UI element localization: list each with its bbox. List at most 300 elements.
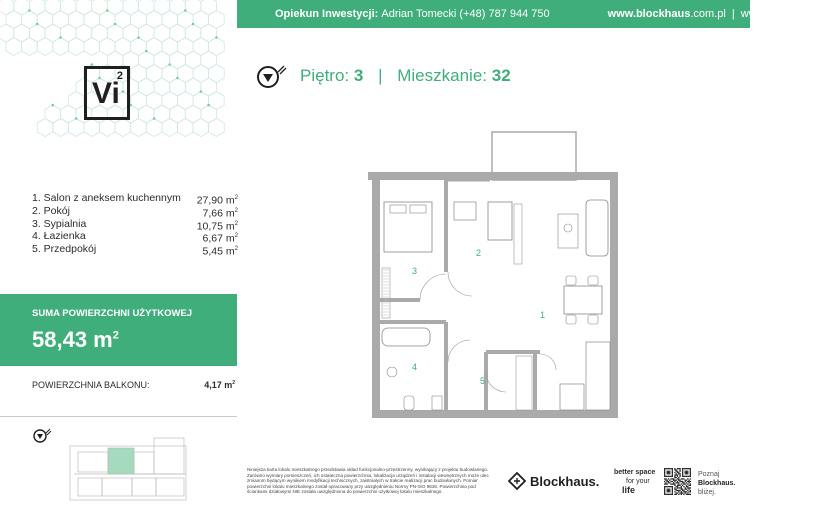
qr-cell bbox=[687, 476, 688, 477]
qr-cell bbox=[678, 491, 679, 492]
qr-cell bbox=[682, 490, 683, 491]
qr-cell bbox=[685, 480, 686, 481]
hexagon-decoration bbox=[61, 0, 77, 15]
qr-cell bbox=[673, 478, 674, 479]
hexagon-decoration bbox=[123, 0, 139, 15]
qr-cell bbox=[681, 491, 682, 492]
qr-cell bbox=[676, 473, 677, 474]
qr-cell bbox=[664, 494, 665, 495]
qr-cell bbox=[681, 486, 682, 487]
qr-cell bbox=[674, 469, 675, 470]
qr-cell bbox=[687, 494, 688, 495]
hexagon-dot-decoration bbox=[207, 104, 210, 107]
qr-cell bbox=[669, 490, 670, 491]
website-blockhaus-link[interactable]: www.blockhaus.com.pl bbox=[607, 8, 726, 20]
qr-cell bbox=[679, 487, 680, 488]
qr-cell bbox=[664, 490, 665, 491]
qr-cell bbox=[667, 490, 668, 491]
qr-cell bbox=[669, 480, 670, 481]
qr-cell bbox=[682, 471, 683, 472]
qr-cell bbox=[687, 471, 688, 472]
plan-label-room-3: 3 bbox=[412, 266, 418, 276]
qr-cell bbox=[686, 489, 687, 490]
balcony-area bbox=[32, 380, 235, 390]
hexagon-decoration bbox=[201, 0, 217, 15]
qr-cell bbox=[664, 486, 665, 487]
hexagon-decoration bbox=[139, 0, 155, 15]
hexagon-decoration bbox=[100, 119, 116, 137]
qr-cell bbox=[679, 490, 680, 491]
qr-cell bbox=[683, 486, 684, 487]
qr-cell bbox=[690, 474, 691, 475]
qr-cell bbox=[664, 489, 665, 490]
qr-cell bbox=[670, 494, 671, 495]
qr-cell bbox=[664, 471, 665, 472]
qr-cell bbox=[665, 478, 666, 479]
qr-cell bbox=[667, 473, 668, 474]
page-title: Piętro: 3 | Mieszkanie: 32 bbox=[300, 66, 511, 85]
qr-cell bbox=[669, 471, 670, 472]
hexagon-dot-decoration bbox=[106, 9, 109, 12]
qr-cell bbox=[688, 489, 689, 490]
qr-cell bbox=[682, 481, 683, 482]
qr-cell bbox=[685, 483, 686, 484]
qr-cell bbox=[679, 481, 680, 482]
qr-cell bbox=[674, 476, 675, 477]
qr-cell bbox=[687, 487, 688, 488]
floor-value: 3 bbox=[353, 66, 364, 85]
hexagon-dot-decoration bbox=[168, 63, 171, 66]
qr-cell bbox=[670, 483, 671, 484]
qr-cell bbox=[676, 477, 677, 478]
qr-cell bbox=[688, 481, 689, 482]
qr-cell bbox=[678, 487, 679, 488]
qr-cell bbox=[667, 486, 668, 487]
website-vi2-link[interactable]: www.vi2.com.pl bbox=[740, 8, 818, 20]
qr-cell bbox=[668, 478, 669, 479]
qr-code-icon[interactable] bbox=[664, 468, 691, 495]
hexagon-dot-decoration bbox=[28, 9, 31, 12]
plan-label-room-2: 2 bbox=[476, 248, 482, 258]
qr-cell bbox=[679, 474, 680, 475]
qr-cell bbox=[677, 486, 678, 487]
qr-cell bbox=[676, 469, 677, 470]
qr-cell bbox=[678, 480, 679, 481]
qr-cell bbox=[668, 472, 669, 473]
total-area-value: 58,43 $m^2$ bbox=[32, 327, 119, 352]
qr-cell bbox=[683, 490, 684, 491]
qr-cell bbox=[667, 481, 668, 482]
hexagon-decoration bbox=[68, 38, 84, 56]
qr-cell bbox=[672, 473, 673, 474]
qr-cell bbox=[686, 480, 687, 481]
qr-cell bbox=[676, 490, 677, 491]
hexagon-decoration bbox=[84, 119, 100, 137]
qr-cell bbox=[667, 471, 668, 472]
contact-bar bbox=[237, 0, 818, 28]
qr-cell bbox=[668, 471, 669, 472]
qr-cell bbox=[688, 485, 689, 486]
qr-cell bbox=[682, 489, 683, 490]
qr-cell bbox=[687, 478, 688, 479]
qr-cell bbox=[686, 471, 687, 472]
qr-cell bbox=[682, 476, 683, 477]
qr-cell bbox=[676, 471, 677, 472]
qr-cell bbox=[670, 481, 671, 482]
hexagon-dot-decoration bbox=[215, 36, 218, 39]
qr-cell bbox=[665, 494, 666, 495]
qr-cell bbox=[690, 494, 691, 495]
investor-label: Opiekun Inwestycji: bbox=[275, 8, 379, 20]
qr-cell bbox=[667, 491, 668, 492]
hexagon-decoration bbox=[22, 38, 38, 56]
qr-cell bbox=[665, 486, 666, 487]
qr-cell bbox=[672, 471, 673, 472]
qr-cell bbox=[683, 478, 684, 479]
qr-cell bbox=[668, 494, 669, 495]
qr-cell bbox=[664, 473, 665, 474]
balcony-label: POWIERZCHNIA BALKONU: bbox=[32, 380, 150, 390]
qr-cell bbox=[690, 485, 691, 486]
qr-cell bbox=[687, 486, 688, 487]
hexagon-decoration bbox=[84, 38, 100, 56]
qr-cell bbox=[690, 471, 691, 472]
hexagon-dot-decoration bbox=[200, 90, 203, 93]
hexagon-decoration bbox=[0, 0, 14, 15]
hexagon-dot-decoration bbox=[184, 9, 187, 12]
qr-cell bbox=[679, 492, 680, 493]
qr-cell bbox=[683, 483, 684, 484]
qr-cell bbox=[677, 471, 678, 472]
qr-cell bbox=[688, 494, 689, 495]
hexagon-decoration bbox=[6, 38, 22, 56]
qr-cell bbox=[664, 487, 665, 488]
hexagon-dot-decoration bbox=[145, 50, 148, 53]
qr-cell bbox=[687, 490, 688, 491]
qr-cell bbox=[676, 494, 677, 495]
qr-cell bbox=[688, 480, 689, 481]
hexagon-decoration bbox=[76, 0, 92, 15]
qr-cell bbox=[677, 482, 678, 483]
qr-cell bbox=[672, 476, 673, 477]
qr-cell bbox=[685, 476, 686, 477]
blockhaus-brand: Blockhaus. bbox=[508, 472, 599, 490]
qr-cell bbox=[668, 468, 669, 469]
qr-cell bbox=[682, 492, 683, 493]
qr-cell bbox=[672, 486, 673, 487]
qr-cell bbox=[685, 481, 686, 482]
qr-cell bbox=[664, 478, 665, 479]
qr-cell bbox=[685, 489, 686, 490]
hexagon-dot-decoration bbox=[176, 77, 179, 80]
qr-cell bbox=[669, 491, 670, 492]
qr-cell bbox=[686, 494, 687, 495]
vi2-logo: Vi 2 bbox=[84, 66, 130, 120]
qr-cell bbox=[672, 489, 673, 490]
qr-cell bbox=[664, 492, 665, 493]
qr-cell bbox=[674, 480, 675, 481]
qr-cell bbox=[665, 476, 666, 477]
hexagon-decoration bbox=[53, 119, 69, 137]
qr-cell bbox=[673, 480, 674, 481]
qr-cell bbox=[682, 474, 683, 475]
qr-cell bbox=[687, 483, 688, 484]
qr-cell bbox=[674, 489, 675, 490]
qr-cell bbox=[686, 473, 687, 474]
qr-cell bbox=[668, 489, 669, 490]
qr-cell bbox=[677, 472, 678, 473]
hexagon-dot-decoration bbox=[137, 36, 140, 39]
qr-cell bbox=[674, 481, 675, 482]
qr-cell bbox=[670, 476, 671, 477]
qr-cell bbox=[679, 469, 680, 470]
qr-cell bbox=[690, 483, 691, 484]
plan-label-room-1: 1 bbox=[540, 310, 546, 320]
floor-label: Piętro: bbox=[300, 66, 350, 85]
hexagon-dot-decoration bbox=[153, 117, 156, 120]
qr-cell bbox=[670, 468, 671, 469]
qr-cell bbox=[672, 474, 673, 475]
qr-cell bbox=[677, 485, 678, 486]
qr-cell bbox=[686, 491, 687, 492]
qr-cell bbox=[669, 476, 670, 477]
qr-cell bbox=[669, 482, 670, 483]
qr-cell bbox=[674, 483, 675, 484]
hexagon-decoration bbox=[37, 38, 53, 56]
qr-cell bbox=[676, 489, 677, 490]
hexagon-decoration bbox=[162, 119, 178, 137]
qr-cell bbox=[672, 491, 673, 492]
qr-cell bbox=[679, 476, 680, 477]
hexagon-decoration bbox=[193, 119, 209, 137]
north-compass-small-icon bbox=[32, 428, 54, 444]
qr-cell bbox=[667, 483, 668, 484]
floor-plan bbox=[360, 132, 620, 422]
qr-cell bbox=[669, 472, 670, 473]
qr-cell bbox=[664, 476, 665, 477]
qr-cell bbox=[688, 468, 689, 469]
qr-cell bbox=[679, 473, 680, 474]
flat-value: 32 bbox=[491, 66, 511, 85]
qr-cell bbox=[668, 476, 669, 477]
qr-cell bbox=[685, 491, 686, 492]
qr-cell bbox=[678, 468, 679, 469]
qr-cell bbox=[667, 468, 668, 469]
balcony-value: 4,17 $m^2$ bbox=[204, 380, 235, 390]
qr-cell bbox=[664, 472, 665, 473]
qr-cell bbox=[667, 480, 668, 481]
qr-cell bbox=[683, 491, 684, 492]
hexagon-decoration bbox=[92, 0, 108, 15]
room-row: 4. Łazienka 6,67 $m^2$ bbox=[32, 230, 238, 245]
qr-cell bbox=[664, 468, 665, 469]
qr-cell bbox=[681, 489, 682, 490]
qr-cell bbox=[677, 474, 678, 475]
qr-cell bbox=[677, 481, 678, 482]
qr-cell bbox=[678, 494, 679, 495]
divider-line bbox=[0, 416, 237, 417]
qr-cell bbox=[687, 492, 688, 493]
qr-cell bbox=[664, 491, 665, 492]
qr-cell bbox=[677, 468, 678, 469]
qr-cell bbox=[665, 468, 666, 469]
qr-cell bbox=[690, 478, 691, 479]
qr-cell bbox=[678, 482, 679, 483]
qr-cell bbox=[674, 468, 675, 469]
qr-cell bbox=[688, 487, 689, 488]
hexagon-decoration bbox=[14, 0, 30, 15]
room-row: 1. Salon z aneksem kuchennym 27,90 $m^2$ bbox=[32, 192, 238, 207]
qr-cell bbox=[676, 486, 677, 487]
qr-cell bbox=[687, 473, 688, 474]
qr-cell bbox=[669, 486, 670, 487]
qr-cell bbox=[674, 487, 675, 488]
hexagon-decoration bbox=[37, 119, 53, 137]
qr-cell bbox=[677, 487, 678, 488]
qr-cell bbox=[690, 476, 691, 477]
qr-cell bbox=[679, 471, 680, 472]
qr-cell bbox=[679, 485, 680, 486]
qr-cell bbox=[686, 486, 687, 487]
qr-cell bbox=[672, 481, 673, 482]
qr-cell bbox=[682, 478, 683, 479]
qr-cell bbox=[678, 485, 679, 486]
qr-cell bbox=[679, 480, 680, 481]
qr-cell bbox=[672, 472, 673, 473]
flat-label: Mieszkanie: bbox=[397, 66, 487, 85]
qr-cell bbox=[676, 482, 677, 483]
qr-cell bbox=[685, 468, 686, 469]
highlighted-flat bbox=[108, 448, 134, 474]
hexagon-dot-decoration bbox=[114, 23, 117, 26]
qr-cell bbox=[665, 483, 666, 484]
qr-cell bbox=[690, 491, 691, 492]
qr-cell bbox=[688, 476, 689, 477]
qr-cell bbox=[672, 468, 673, 469]
qr-cell bbox=[681, 483, 682, 484]
qr-cell bbox=[681, 487, 682, 488]
qr-cell bbox=[687, 468, 688, 469]
hexagon-decoration bbox=[178, 119, 194, 137]
qr-cell bbox=[683, 476, 684, 477]
hexagon-decoration bbox=[146, 119, 162, 137]
qr-cell bbox=[664, 481, 665, 482]
qr-cell bbox=[672, 483, 673, 484]
qr-cell bbox=[683, 494, 684, 495]
qr-cell bbox=[688, 491, 689, 492]
qr-cell bbox=[687, 472, 688, 473]
qr-cell bbox=[678, 483, 679, 484]
qr-cell bbox=[682, 485, 683, 486]
qr-cell bbox=[669, 473, 670, 474]
room-row: 3. Sypialnia 10,75 $m^2$ bbox=[32, 217, 238, 233]
qr-cell bbox=[682, 473, 683, 474]
qr-cell bbox=[672, 492, 673, 493]
qr-cell bbox=[686, 476, 687, 477]
qr-cell bbox=[685, 473, 686, 474]
qr-cell bbox=[674, 474, 675, 475]
slogan: better space for your life bbox=[614, 469, 656, 495]
qr-cell bbox=[674, 491, 675, 492]
qr-cell bbox=[690, 469, 691, 470]
qr-cell bbox=[683, 482, 684, 483]
qr-cell bbox=[685, 472, 686, 473]
qr-cell bbox=[665, 480, 666, 481]
qr-cell bbox=[672, 490, 673, 491]
qr-cell bbox=[665, 482, 666, 483]
qr-cell bbox=[668, 482, 669, 483]
qr-cell bbox=[681, 478, 682, 479]
qr-cell bbox=[679, 468, 680, 469]
qr-cell bbox=[678, 477, 679, 478]
qr-cell bbox=[674, 472, 675, 473]
qr-cell bbox=[681, 494, 682, 495]
qr-cell bbox=[673, 482, 674, 483]
hexagon-dot-decoration bbox=[36, 23, 39, 26]
hexagon-decoration bbox=[45, 0, 61, 15]
hexagon-dot-decoration bbox=[192, 23, 195, 26]
hexagon-decoration bbox=[154, 0, 170, 15]
qr-cell bbox=[690, 490, 691, 491]
qr-cell bbox=[677, 478, 678, 479]
qr-cell bbox=[664, 483, 665, 484]
plan-label-room-5: 5 bbox=[480, 376, 486, 386]
qr-cell bbox=[687, 481, 688, 482]
qr-cell bbox=[686, 482, 687, 483]
room-row: 2. Pokój 7,66 $m^2$ bbox=[32, 204, 238, 220]
qr-cell bbox=[681, 492, 682, 493]
qr-cell bbox=[688, 482, 689, 483]
qr-cell bbox=[676, 480, 677, 481]
qr-cell bbox=[667, 476, 668, 477]
qr-cell bbox=[678, 478, 679, 479]
qr-cell bbox=[690, 481, 691, 482]
qr-cell bbox=[669, 489, 670, 490]
qr-cell bbox=[686, 468, 687, 469]
room-row: 5. Przedpokój 5,45 $m^2$ bbox=[32, 243, 238, 258]
hexagon-decoration bbox=[131, 119, 147, 137]
qr-cell bbox=[683, 468, 684, 469]
qr-cell bbox=[682, 468, 683, 469]
hexagon-dot-decoration bbox=[59, 36, 62, 39]
qr-cell bbox=[674, 494, 675, 495]
qr-cell bbox=[664, 469, 665, 470]
qr-cell bbox=[667, 472, 668, 473]
hexagon-dot-decoration bbox=[51, 104, 54, 107]
qr-cell bbox=[667, 494, 668, 495]
hexagon-decoration bbox=[68, 119, 84, 137]
qr-cell bbox=[674, 485, 675, 486]
qr-cell bbox=[667, 489, 668, 490]
qr-cell bbox=[668, 491, 669, 492]
qr-cell bbox=[690, 473, 691, 474]
hexagon-decoration bbox=[209, 119, 225, 137]
qr-cell bbox=[670, 478, 671, 479]
qr-cell bbox=[672, 469, 673, 470]
qr-cell bbox=[668, 481, 669, 482]
qr-cell bbox=[677, 492, 678, 493]
blockhaus-logo-icon bbox=[508, 472, 526, 490]
hexagon-decoration bbox=[53, 38, 69, 56]
hexagon-dot-decoration bbox=[75, 117, 78, 120]
qr-cell bbox=[685, 492, 686, 493]
qr-cell bbox=[682, 472, 683, 473]
qr-cell bbox=[678, 490, 679, 491]
north-compass-icon bbox=[256, 64, 290, 90]
qr-cell bbox=[668, 490, 669, 491]
qr-cell bbox=[678, 472, 679, 473]
hexagon-decoration bbox=[185, 0, 201, 15]
